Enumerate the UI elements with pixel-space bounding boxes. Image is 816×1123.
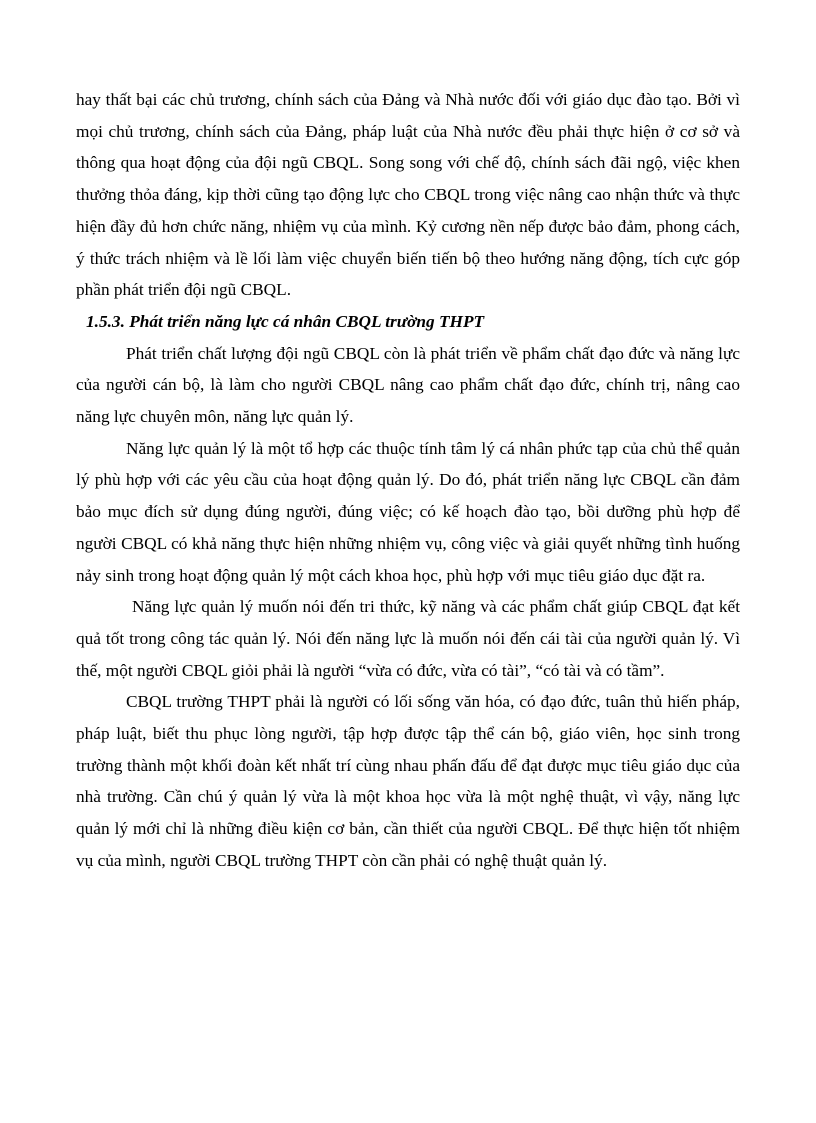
paragraph-principal-qualities: CBQL trường THPT phải là người có lối sống văn hóa, có đạo đức, tuân thủ hiến pháp, pháp luật, biết thu phục lòng người, tập hợp được tập thể cán bộ, giáo viên, học sinh trong trường thành một khối đoàn kết nhất trí cùng nhau phấn đấu để đạt được mục tiêu giáo dục của nhà trường. Cần chú ý quản lý vừa là một khoa học vừa là một nghệ thuật, vì vậy, năng lực quản lý mới chỉ là những điều kiện cơ bản, cần thiết của người CBQL. Để thực hiện tốt nhiệm vụ của mình, người CBQL trường THPT còn cần phải có nghệ thuật quản lý. <box>76 692 740 870</box>
section-heading: 1.5.3. Phát triển năng lực cá nhân CBQL trường THPT <box>86 311 485 331</box>
document-page <box>76 84 740 877</box>
paragraph-quality-development: Phát triển chất lượng đội ngũ CBQL còn là phát triển về phẩm chất đạo đức và năng lực của người cán bộ, là làm cho người CBQL nâng cao phẩm chất đạo đức, chính trị, nâng cao năng lực chuyên môn, năng lực quản lý. <box>76 343 740 427</box>
paragraph-management-competence: Năng lực quản lý muốn nói đến tri thức, kỹ năng và các phẩm chất giúp CBQL đạt kết quả tốt trong công tác quản lý. Nói đến năng lực là muốn nói đến cái tài của người quản lý. Vì thế, một người CBQL giỏi phải là người “vừa có đức, vừa có tài”, “có tài và có tầm”. <box>76 597 740 680</box>
paragraph-management-capacity: Năng lực quản lý là một tổ hợp các thuộc tính tâm lý cá nhân phức tạp của chủ thể quản lý phù hợp với các yêu cầu của hoạt động quản lý. Do đó, phát triển năng lực CBQL cần đảm bảo mục đích sử dụng đúng người, đúng việc; có kế hoạch đào tạo, bồi dưỡng phù hợp để người CBQL có khả năng thực hiện những nhiệm vụ, công việc và giải quyết những tình huống nảy sinh trong hoạt động quản lý một cách khoa học, phù hợp với mục tiêu giáo dục đặt ra. <box>76 438 740 585</box>
paragraph-continuation: hay thất bại các chủ trương, chính sách của Đảng và Nhà nước đối với giáo dục đào tạo. Bởi vì mọi chủ trương, chính sách của Đảng, pháp luật của Nhà nước đều phải thực hiện ở cơ sở và thông qua hoạt động của đội ngũ CBQL. Song song với chế độ, chính sách đãi ngộ, việc khen thưởng thỏa đáng, kịp thời cũng tạo động lực cho CBQL trong việc nâng cao nhận thức và thực hiện đầy đủ hơn chức năng, nhiệm vụ của mình. Kỷ cương nền nếp được bảo đảm, phong cách, ý thức trách nhiệm và lề lối làm việc chuyển biến tiến bộ theo hướng năng động, tích cực góp phần phát triển đội ngũ CBQL. <box>76 90 740 300</box>
